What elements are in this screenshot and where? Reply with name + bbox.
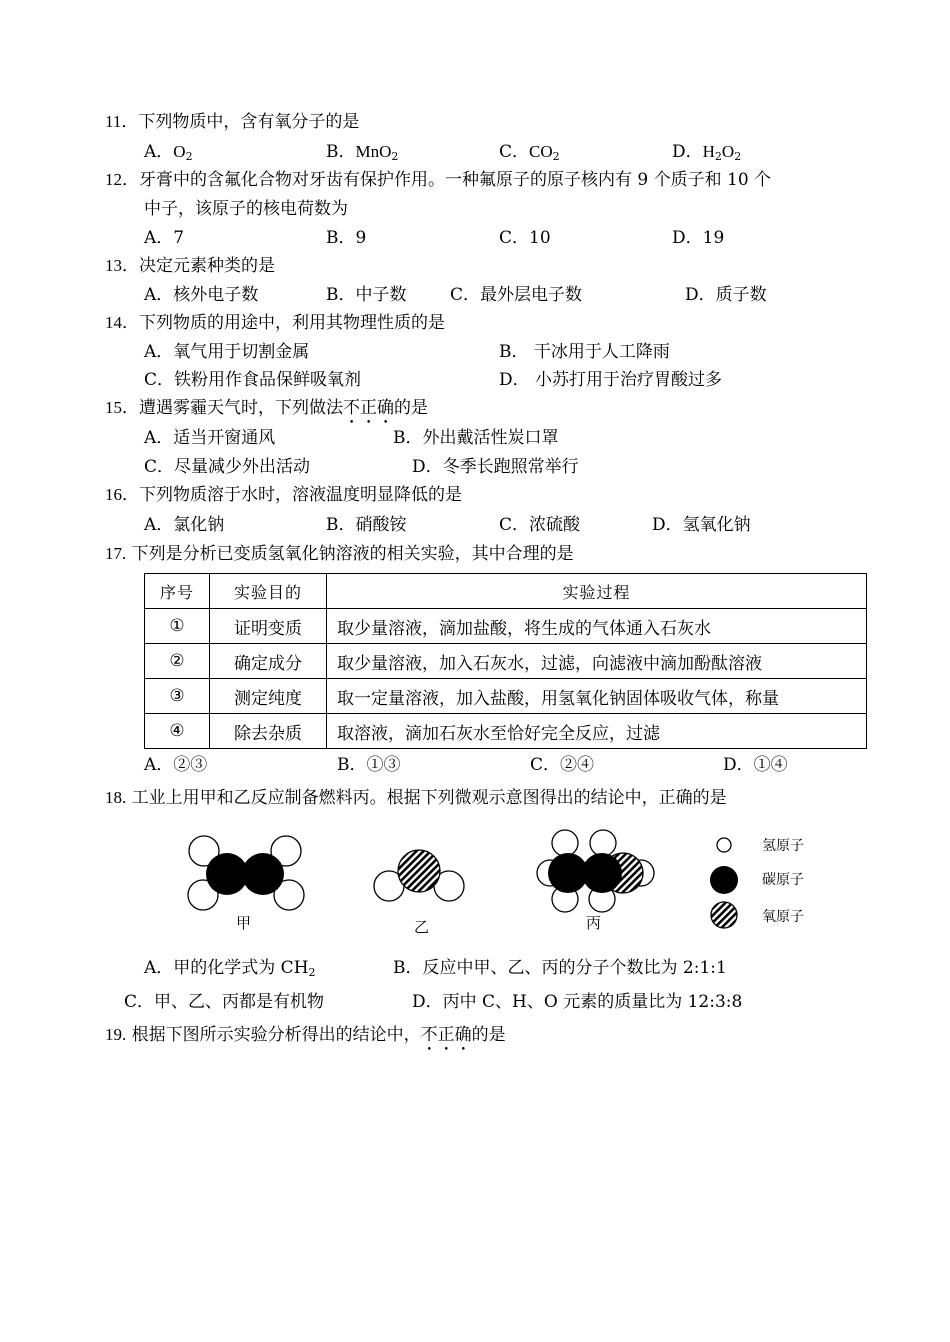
question-text: 遭遇雾霾天气时，下列做法 [139,398,343,418]
oxygen-atom [398,850,440,892]
molecule-bing [537,830,654,912]
q16-option-c[interactable]: C．浓硫酸 [499,515,581,535]
question-number: 12． [105,170,139,189]
q13-option-c[interactable]: C．最外层电子数 [450,285,583,305]
question-number: 14． [105,313,139,332]
row-purpose: 证明变质 [210,609,327,644]
legend [710,838,738,928]
row-purpose: 除去杂质 [210,714,327,749]
q12-option-d[interactable]: D．19 [672,228,725,248]
legend-oxygen-icon [711,902,737,928]
question-text-tail: 的是 [394,398,428,418]
q11-option-a[interactable]: A．$O_2$ [144,142,193,163]
q16-option-b[interactable]: B．硝酸铵 [326,515,407,535]
question-number: 18. [105,788,127,807]
q12-option-b[interactable]: B．9 [326,228,367,248]
header-procedure: 实验过程 [327,574,867,609]
question-text: 根据下图所示实验分析得出的结论中， [131,1025,421,1045]
row-index: ③ [145,679,210,714]
emphasis-text: 不正确 [343,398,394,418]
molecule-yi [374,850,464,901]
q18-option-d[interactable]: D．丙中 C、H、O 元素的质量比为 12:3:8 [412,992,743,1012]
legend-hydrogen-label: 氢原子 [762,838,804,854]
label-jia: 甲 [236,914,252,932]
q15-option-b[interactable]: B．外出戴活性炭口罩 [393,428,559,448]
q17-option-b[interactable]: B．①③ [337,755,401,775]
row-index: ① [145,609,210,644]
question-text-tail: 的是 [471,1025,506,1045]
carbon-atom [242,853,284,895]
row-index: ④ [145,714,210,749]
question-text: 决定元素种类的是 [139,256,275,276]
label-yi: 乙 [414,918,430,936]
q18-option-b[interactable]: B．反应中甲、乙、丙的分子个数比为 2:1:1 [393,958,727,978]
q12-option-a[interactable]: A．7 [144,228,185,248]
question-text: 下列物质的用途中，利用其物理性质的是 [139,313,445,333]
emphasis-text: 不正确 [420,1025,472,1045]
row-purpose: 确定成分 [210,644,327,679]
q14-option-a[interactable]: A．氧气用于切割金属 [144,342,310,362]
row-procedure: 取少量溶液，滴加盐酸，将生成的气体通入石灰水 [327,609,867,644]
q15-option-a[interactable]: A．适当开窗通风 [144,428,276,448]
question-number: 11． [105,112,139,131]
q14-option-b[interactable]: B． 干冰用于人工降雨 [499,342,670,362]
q13-option-b[interactable]: B．中子数 [326,285,407,305]
question-number: 19. [105,1025,127,1044]
q16-option-d[interactable]: D．氢氧化钠 [652,515,751,535]
q15-option-d[interactable]: D．冬季长跑照常举行 [412,457,579,477]
q11-option-d[interactable]: D．$H_2O_2$ [672,142,742,163]
q17-option-c[interactable]: C．②④ [530,755,595,775]
q18-option-c[interactable]: C．甲、乙、丙都是有机物 [124,992,325,1012]
row-procedure: 取溶液，滴加石灰水至恰好完全反应，过滤 [327,714,867,749]
question-text-line1: 牙膏中的含氟化合物对牙齿有保护作用。一种氟原子的原子核内有 9 个质子和 10 个 [139,170,772,190]
q11-option-b[interactable]: B．MnO$_2$ [326,142,399,163]
question-number: 13． [105,256,139,275]
carbon-atom [582,853,622,893]
q13-option-d[interactable]: D．质子数 [685,285,767,305]
header-purpose: 实验目的 [210,574,327,609]
q13-option-a[interactable]: A．核外电子数 [144,285,259,305]
question-text: 工业上用甲和乙反应制备燃料丙。根据下列微观示意图得出的结论中，正确的是 [131,788,727,808]
row-index: ② [145,644,210,679]
q17-option-d[interactable]: D．①④ [723,755,788,775]
question-19 [105,1024,506,1055]
molecule-jia [188,836,304,910]
q18-option-a[interactable]: A．甲的化学式为 $CH_2$ [144,958,316,979]
row-procedure: 取一定量溶液，加入盐酸，用氢氧化钠固体吸收气体，称量 [327,679,867,714]
q12-option-c[interactable]: C．10 [499,228,551,248]
question-number: 15． [105,398,139,417]
hydrogen-atom [552,830,578,856]
question-12-line2: 中子，该原子的核电荷数为 [144,199,348,219]
legend-oxygen-label: 氧原子 [762,909,804,925]
row-procedure: 取少量溶液，加入石灰水，过滤，向滤液中滴加酚酞溶液 [327,644,867,679]
header-index: 序号 [145,574,210,609]
q11-option-c[interactable]: C．$CO_2$ [499,142,560,163]
carbon-atom [206,853,248,895]
q14-option-c[interactable]: C．铁粉用作食品保鲜吸氧剂 [144,370,362,390]
q15-option-c[interactable]: C．尽量减少外出活动 [144,457,311,477]
question-number: 17. [105,544,127,563]
label-bing: 丙 [586,914,602,932]
legend-hydrogen-icon [717,838,731,852]
question-text: 下列物质溶于水时，溶液温度明显降低的是 [139,485,462,505]
q16-option-a[interactable]: A．氯化钠 [144,515,225,535]
legend-carbon-icon [710,866,738,894]
question-text: 下列物质中，含有氧分子的是 [138,112,360,132]
row-purpose: 测定纯度 [210,679,327,714]
question-text: 下列是分析已变质氢氧化钠溶液的相关实验，其中合理的是 [131,544,574,564]
hydrogen-atom [590,830,616,856]
question-number: 16． [105,485,139,504]
q17-option-a[interactable]: A．②③ [144,755,208,775]
q14-option-d[interactable]: D． 小苏打用于治疗胃酸过多 [499,370,723,390]
legend-carbon-label: 碳原子 [762,872,804,888]
